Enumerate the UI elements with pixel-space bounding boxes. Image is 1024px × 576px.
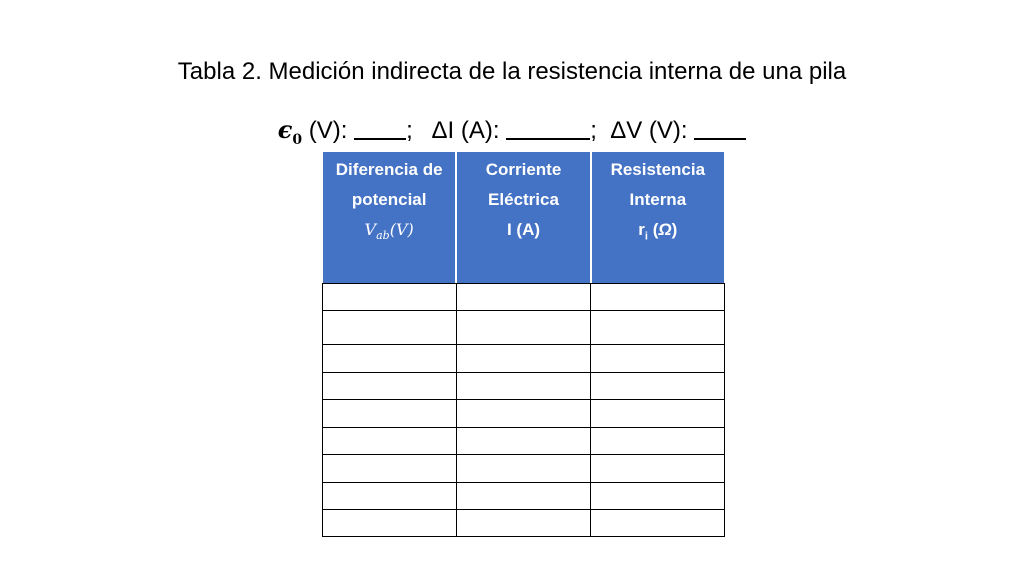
table-row [323, 284, 725, 311]
table-cell[interactable] [591, 428, 725, 455]
table-row [323, 400, 725, 428]
table-cell[interactable] [591, 345, 725, 373]
table-cell[interactable] [457, 428, 591, 455]
table-cell[interactable] [457, 400, 591, 428]
table-cell[interactable] [591, 311, 725, 345]
table-cell[interactable] [591, 455, 725, 483]
table-cell[interactable] [323, 400, 457, 428]
header-resistance: Resistencia Interna $r_i$ (Ω) [592, 152, 724, 283]
table-cell[interactable] [323, 345, 457, 373]
table-cell[interactable] [323, 483, 457, 510]
table-cell[interactable] [323, 311, 457, 345]
header-current: Corriente Eléctrica I (A) [457, 152, 591, 283]
table-cell[interactable] [323, 373, 457, 400]
epsilon-blank [354, 114, 406, 140]
table-cell[interactable] [591, 373, 725, 400]
table-cell[interactable] [457, 345, 591, 373]
table-cell[interactable] [591, 284, 725, 311]
table-cell[interactable] [323, 284, 457, 311]
epsilon-unit-label: (V): [302, 117, 355, 144]
table-cell[interactable] [457, 483, 591, 510]
voltage-symbol: $V_{ab}(V)$ [364, 220, 414, 243]
table-row [323, 373, 725, 400]
data-table-body [322, 283, 725, 537]
table-cell[interactable] [457, 373, 591, 400]
table-cell[interactable] [323, 510, 457, 537]
delta-v-blank [694, 114, 746, 140]
table-cell[interactable] [591, 510, 725, 537]
header-voltage: Diferencia de potencial $V_{ab}(V)$ [323, 152, 457, 283]
table-row [323, 455, 725, 483]
table-row [323, 345, 725, 373]
table-cell[interactable] [457, 510, 591, 537]
table-cell[interactable] [323, 428, 457, 455]
table-cell[interactable] [457, 311, 591, 345]
table-row [323, 428, 725, 455]
table-cell[interactable] [323, 455, 457, 483]
table-cell[interactable] [457, 284, 591, 311]
delta-v-label: ΔV (V): [610, 117, 695, 144]
delta-i-label: ΔI (A): [431, 117, 507, 144]
epsilon-symbol: $\epsilon_0$ [277, 115, 303, 148]
table-header [323, 152, 724, 283]
table-cell[interactable] [591, 400, 725, 428]
measurement-parameters: $\epsilon_0$ (V): ; ΔI (A): ; ΔV (V): [0, 114, 1024, 156]
table-row [323, 483, 725, 510]
table-caption: Tabla 2. Medición indirecta de la resistencia interna de una pila [177, 58, 847, 85]
table-row [323, 311, 725, 345]
delta-i-blank [506, 114, 590, 140]
table-row [323, 510, 725, 537]
resistance-symbol: $r_i$ (Ω) [638, 220, 678, 243]
table-cell[interactable] [457, 455, 591, 483]
table-cell[interactable] [591, 483, 725, 510]
